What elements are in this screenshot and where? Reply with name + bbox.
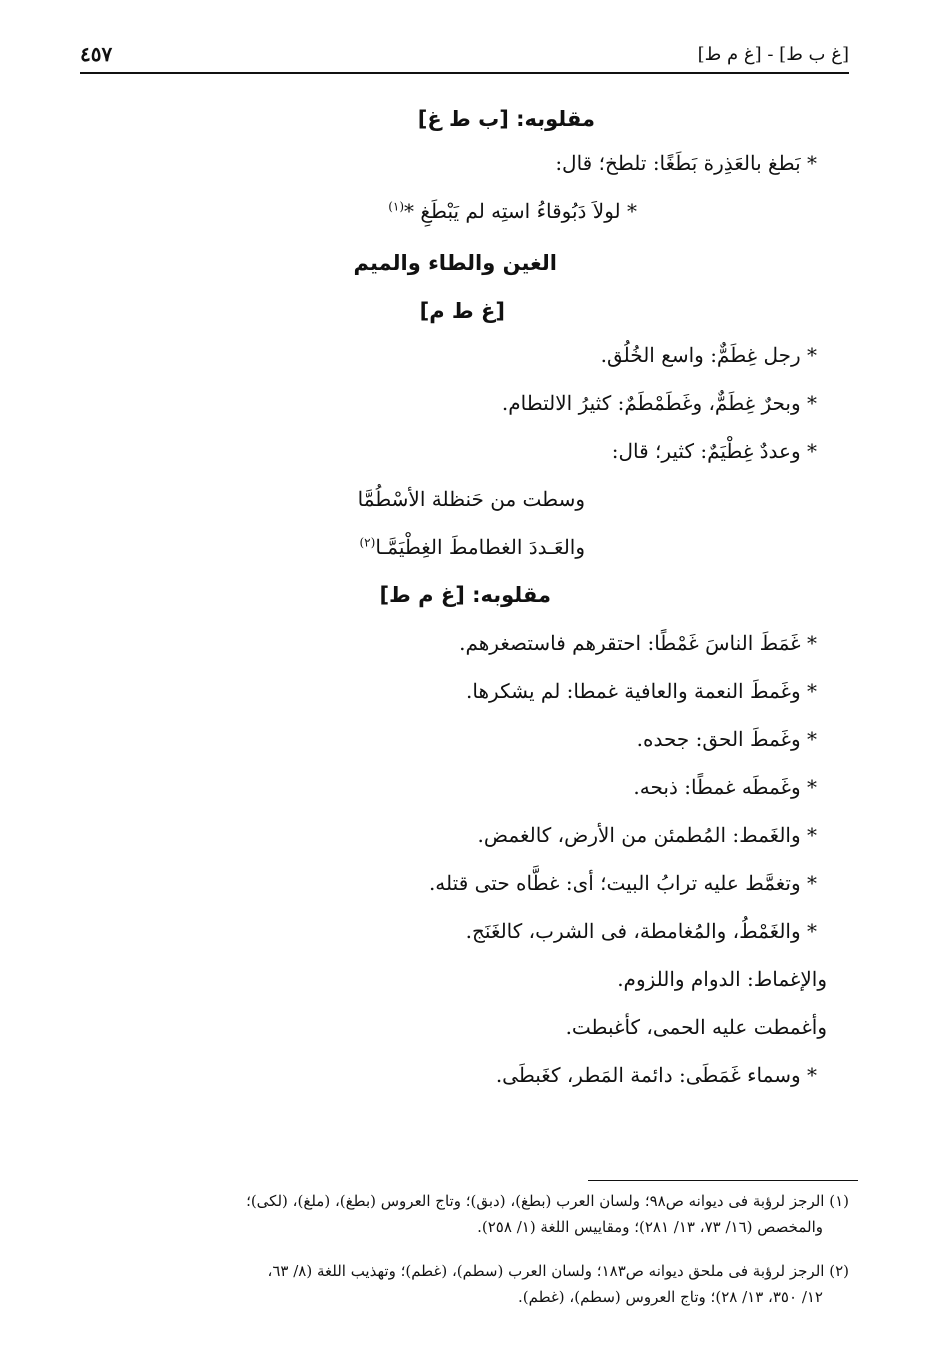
verse-line: والعَـددَ الغطامطَ الغِطْيَمَّـا$^{(٢)}$: [359, 535, 585, 559]
running-header: [80, 40, 849, 74]
entry-line: * وعددٌ غِطْيَمٌ: كثير؛ قال:: [611, 439, 817, 463]
footnote-ref-1: (١): [388, 199, 405, 214]
section-heading-ptg: مقلوبه: [ب ط غ]: [417, 107, 595, 131]
footnote-divider: [588, 1180, 858, 1181]
chapter-heading: الغين والطاء والميم: [353, 251, 557, 275]
entry-line: * والغَمْطُ، والمُغامطة، فى الشرب، كالغَنَج.: [465, 919, 817, 943]
section-heading-gmt: مقلوبه: [غ م ط]: [379, 583, 551, 607]
page-number: ٤٥٧: [80, 42, 113, 66]
entry-line: * رجل غِطَمٌّ: واسع الخُلُق.: [600, 343, 817, 367]
entry-line: والإغماط: الدوام واللزوم.: [617, 967, 827, 991]
footnote-1: (١) الرجز لرؤبة فى ديوانه ص٩٨؛ ولسان العرب (بطغ)، (دبق)؛ وتاج العروس (بطغ)، (ملغ)، (لكى)؛ والمخصص (١٦/ ٧٣، ١٣/ ٢٨١)؛ ومقاييس اللغة (١/ ٢٥٨).: [246, 1192, 849, 1236]
entry-line: * غَمَطَ الناسَ غَمْطًا: احتقرهم فاستصغرهم.: [459, 631, 817, 655]
entry-line: * وغَمطَه غمطًا: ذبحه.: [633, 775, 817, 799]
root-heading-gtm: [غ ط م]: [419, 299, 505, 323]
entry-line: * وغَمطَ الحق: جحده.: [636, 727, 817, 751]
entry-line: * وتغمَّط عليه ترابُ البيت؛ أى: غطَّاه حتى قتله.: [428, 871, 817, 895]
footnote-2: (٢) الرجز لرؤبة فى ملحق ديوانه ص١٨٣؛ ولسان العرب (سطم)، (غطم)؛ وتهذيب اللغة (٨/ ٦٣، ١٢/ ٣٥٠، ١٣/ ٢٨)؛ وتاج العروس (سطم)، (غطم).: [267, 1262, 849, 1306]
verse-line: وسطت من حَنظلة الأسْطُمَّا: [357, 487, 585, 511]
entry-line: * وغَمطَ النعمة والعافية غمطا: لم يشكرها.: [466, 679, 817, 703]
footnote-ref-2: (٢): [359, 535, 376, 550]
entry-line: * وسماء غَمَطَى: دائمة المَطر، كغَبطَى.: [495, 1063, 817, 1087]
entry-line: * والغَمط: المُطمئن من الأرض، كالغمض.: [477, 823, 817, 847]
running-head-title: [غ ب ط] - [غ م ط]: [697, 44, 849, 65]
entry-line: * بَطغ بالعَذِرة بَطَغًا: تلطخ؛ قال:: [555, 151, 817, 175]
entry-line: * وبحرٌ غِطَمٌّ، وغَطَمْطَمٌ: كثيرُ الالتطام.: [501, 391, 817, 415]
entry-line: وأغمطت عليه الحمى، كأغبطت.: [565, 1015, 827, 1039]
verse-line: * لولاَ دَبُوقاءُ استِه لم يَبْطَغِ *$^{(١)}$: [388, 199, 637, 223]
